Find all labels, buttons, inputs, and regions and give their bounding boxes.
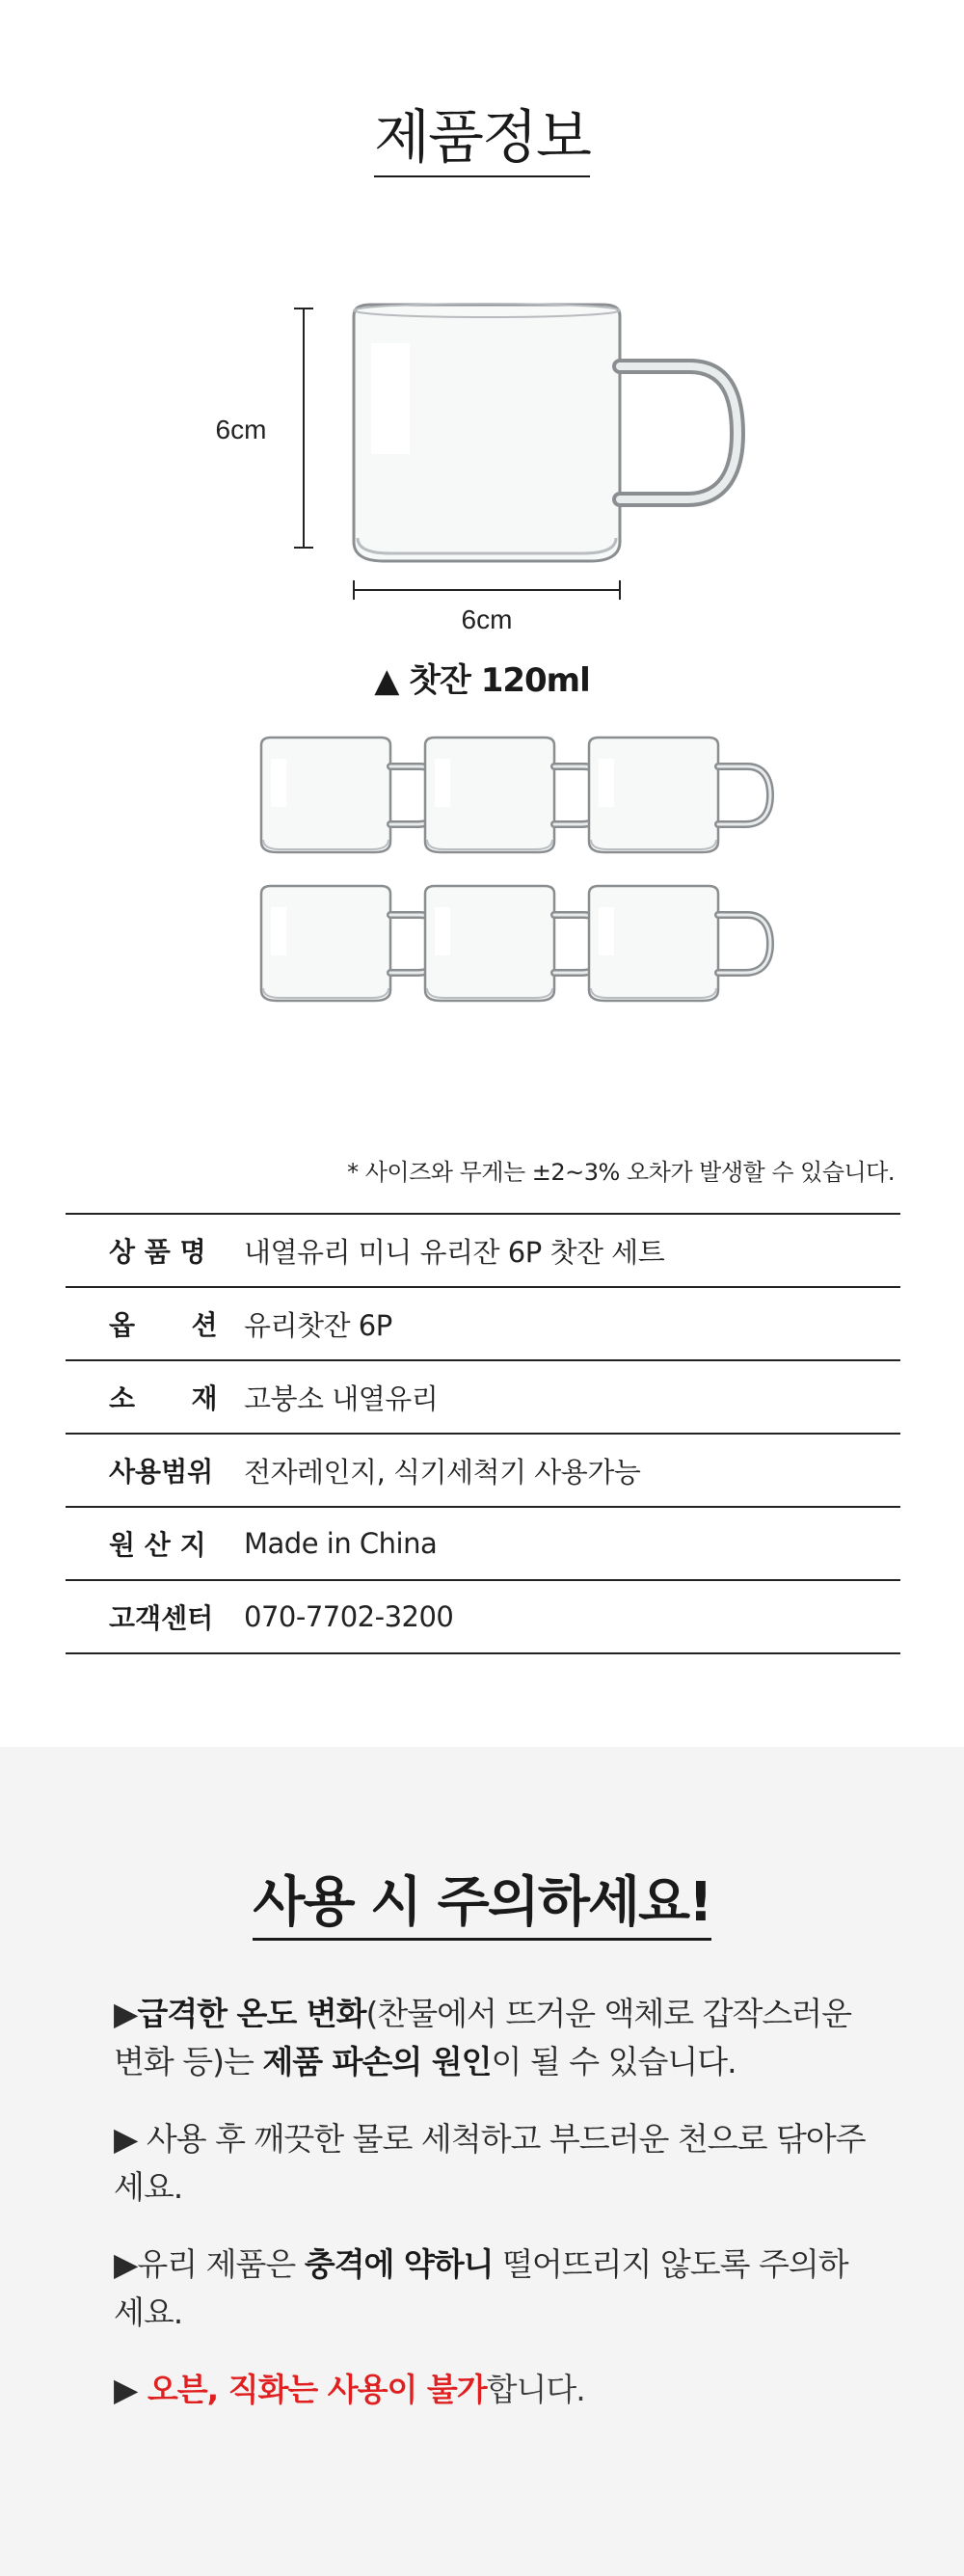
mug-1: [261, 738, 442, 852]
caution-text: 떨어뜨리지 않도록 주의하세요.: [114, 2245, 848, 2331]
spec-row: [66, 1361, 900, 1435]
caution-text: 합니다.: [486, 2371, 585, 2408]
spec-key: 상 품 명: [109, 1236, 206, 1268]
figure-caption: ▲ 찻잔 120ml: [374, 661, 590, 700]
spec-value: 070-7702-3200: [244, 1600, 454, 1633]
caution-warning: 오븐, 직화는 사용이 불가: [137, 2371, 487, 2408]
mug-2: [425, 738, 606, 852]
title-wrapper: [0, 106, 964, 177]
size-tolerance-note: * 사이즈와 무게는 ±2~3% 오차가 발생할 수 있습니다.: [347, 1159, 895, 1186]
caution-item: [114, 2241, 866, 2337]
mug-5: [425, 886, 606, 1001]
spec-row: [66, 1581, 900, 1654]
spec-value: Made in China: [244, 1527, 438, 1560]
caution-text: 유리 제품은: [137, 2245, 305, 2283]
six-mug-set-image: [246, 728, 776, 1027]
caution-text: (찬물에서 뜨거운 액체로 갑작스러운 변화 등)는: [114, 1995, 852, 2080]
spec-key: 고객센터: [109, 1602, 214, 1634]
mug-3: [589, 738, 770, 852]
width-label: 6cm: [461, 604, 513, 634]
spec-table: [66, 1213, 900, 1654]
arrow-icon: ▶: [114, 2245, 138, 2283]
caution-list: [114, 1990, 866, 2443]
caution-emphasis: 충격에 약하니: [304, 2245, 494, 2283]
caution-item: [114, 2366, 866, 2414]
spec-value: 내열유리 미니 유리잔 6P 찻잔 세트: [244, 1235, 665, 1269]
caution-emphasis: 급격한 온도 변화: [137, 1995, 366, 2032]
caution-item: [114, 2115, 866, 2212]
mug-4: [261, 886, 442, 1001]
spec-row: [66, 1215, 900, 1288]
height-label: 6cm: [215, 415, 267, 444]
arrow-icon: ▶: [114, 1995, 138, 2032]
caution-emphasis: 제품 파손의 원인: [262, 2043, 492, 2080]
mug-dimension-figure: [188, 289, 766, 656]
caution-title: 사용 시 주의하세요!: [253, 1872, 710, 1941]
spec-key: 소 재: [109, 1382, 218, 1414]
spec-row: [66, 1508, 900, 1581]
spec-row: [66, 1435, 900, 1508]
glass-mug-image: [354, 304, 737, 561]
spec-key: 옵 션: [109, 1309, 218, 1341]
spec-value: 전자레인지, 식기세척기 사용가능: [244, 1455, 641, 1489]
spec-row: [66, 1288, 900, 1361]
spec-value: 유리찻잔 6P: [244, 1308, 392, 1342]
spec-key: 원 산 지: [109, 1529, 206, 1561]
caution-item: [114, 1990, 866, 2086]
page-title: 제품정보: [374, 106, 590, 177]
spec-key: 사용범위: [109, 1456, 214, 1488]
arrow-icon: ▶: [114, 2371, 138, 2408]
caution-title-wrapper: [0, 1872, 964, 1941]
arrow-icon: ▶: [114, 2120, 138, 2158]
mug-6: [589, 886, 770, 1001]
caution-text: 이 될 수 있습니다.: [491, 2043, 736, 2080]
spec-value: 고붕소 내열유리: [244, 1382, 439, 1415]
caution-text: 사용 후 깨끗한 물로 세척하고 부드러운 천으로 닦아주세요.: [114, 2120, 866, 2206]
caution-section: [0, 1747, 964, 2576]
